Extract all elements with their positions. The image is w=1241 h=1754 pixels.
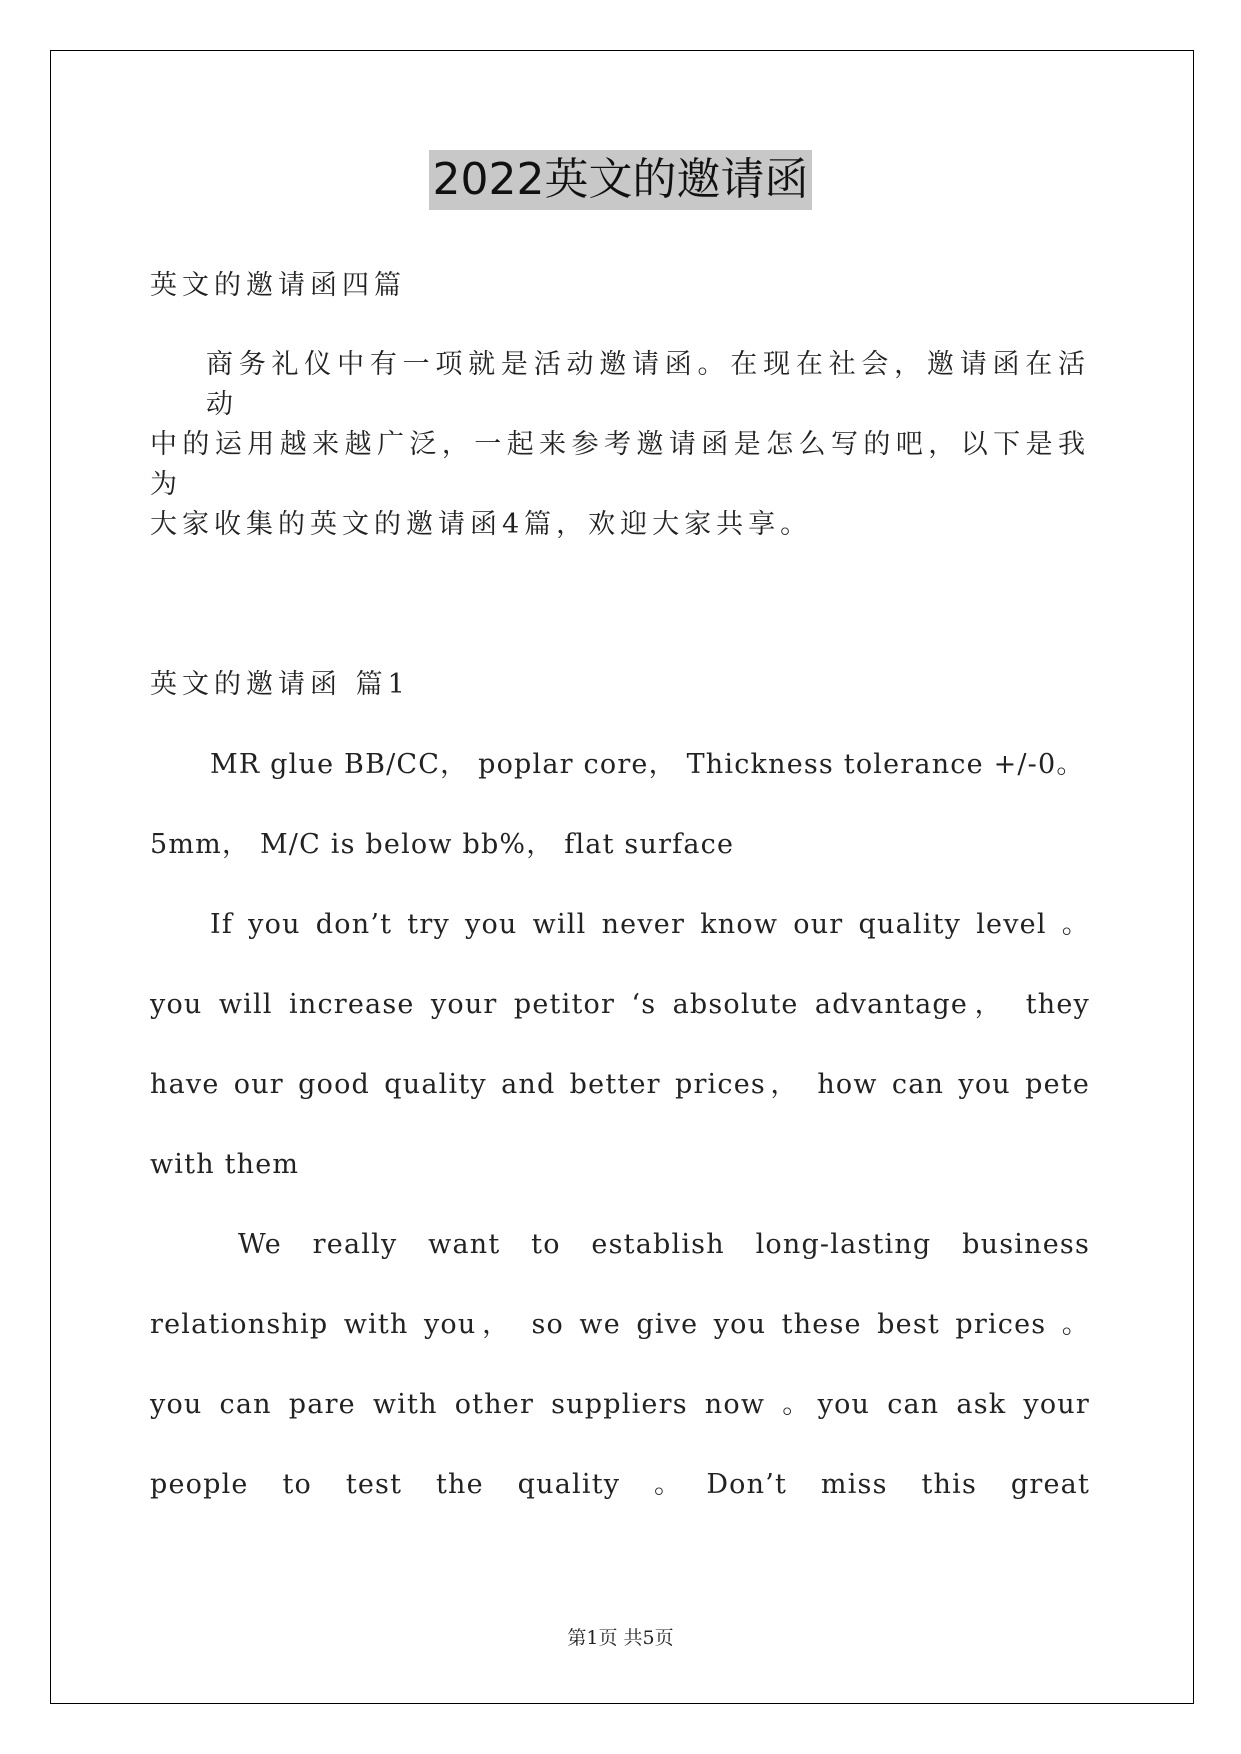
body-line-4: you will increase your petitor ‘s absolute advantage， they <box>150 989 1090 1020</box>
section-heading: 英文的邀请函 篇1 <box>150 669 410 700</box>
intro-line-3: 大家收集的英文的邀请函4篇，欢迎大家共享。 <box>150 509 813 540</box>
body-line-6: with them <box>150 1149 300 1180</box>
intro-line-1: 商务礼仪中有一项就是活动邀请函。在现在社会，邀请函在活动 <box>206 349 1090 420</box>
body-line-3: If you don’t try you will never know our quality level 。 <box>210 909 1090 940</box>
intro-line-2: 中的运用越来越广泛，一起来参考邀请函是怎么写的吧，以下是我为 <box>150 429 1090 500</box>
page-number-footer: 第1页 共5页 <box>567 1627 674 1649</box>
body-line-2: 5mm， M/C is below bb%， flat surface <box>150 829 735 860</box>
body-line-10: people to test the quality 。Don’t miss this great <box>150 1469 1090 1500</box>
body-line-8: relationship with you， so we give you these best prices 。 <box>150 1309 1090 1340</box>
body-line-5: have our good quality and better prices， how can you pete <box>150 1069 1090 1100</box>
body-line-7: We really want to establish long-lasting business <box>238 1229 1090 1260</box>
body-line-9: you can pare with other suppliers now 。you can ask your <box>150 1389 1090 1420</box>
title-container <box>0 150 1241 210</box>
document-title: 2022英文的邀请函 <box>429 150 813 210</box>
body-line-1: MR glue BB/CC， poplar core， Thickness tolerance +/-0。 <box>210 749 1085 780</box>
document-subtitle: 英文的邀请函四篇 <box>150 270 406 301</box>
